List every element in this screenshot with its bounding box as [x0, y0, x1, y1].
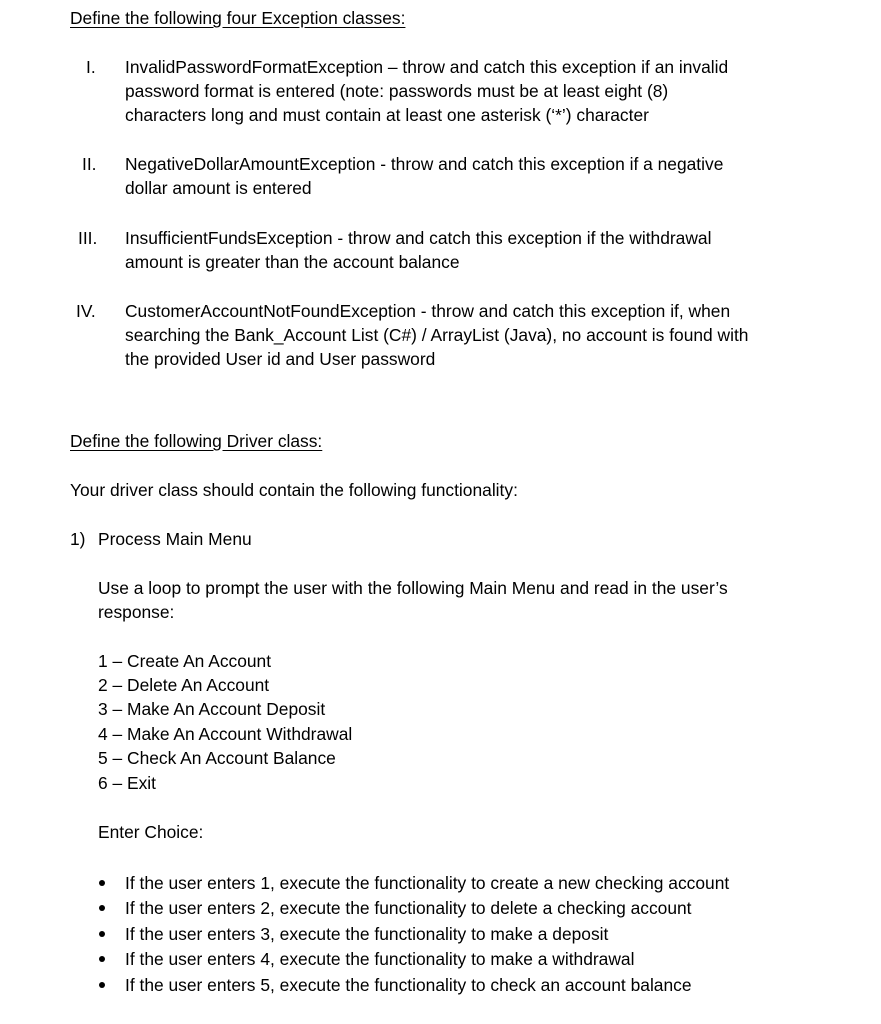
- choice-bullet-2: If the user enters 2, execute the functionality to delete a checking account: [125, 898, 692, 918]
- driver-intro: Your driver class should contain the following functionality:: [70, 480, 518, 500]
- menu-option-5: 5 – Check An Account Balance: [98, 748, 336, 768]
- menu-prompt-line-1: Use a loop to prompt the user with the following Main Menu and read in the user’s: [98, 578, 728, 598]
- step-1-title: Process Main Menu: [98, 529, 252, 549]
- driver-heading: Define the following Driver class:: [70, 431, 323, 451]
- menu-option-4: 4 – Make An Account Withdrawal: [98, 724, 353, 744]
- menu-option-2: 2 – Delete An Account: [98, 675, 270, 695]
- exception-3-line-2: amount is greater than the account balance: [125, 252, 460, 272]
- menu-option-6: 6 – Exit: [98, 773, 156, 793]
- menu-prompt-line-2: response:: [98, 602, 175, 622]
- bullet-icon: [99, 880, 105, 886]
- exception-2-line-1: NegativeDollarAmountException - throw and catch this exception if a negative: [125, 154, 724, 174]
- choice-bullet-4: If the user enters 4, execute the functionality to make a withdrawal: [125, 949, 635, 969]
- exception-3-line-1: InsufficientFundsException - throw and catch this exception if the withdrawal: [125, 228, 712, 248]
- bullet-icon: [99, 905, 105, 911]
- bullet-icon: [99, 982, 105, 988]
- enter-choice-label: Enter Choice:: [98, 822, 204, 842]
- exception-4-line-2: searching the Bank_Account List (C#) / ArrayList (Java), no account is found with: [125, 325, 749, 345]
- exception-1-line-3: characters long and must contain at least one asterisk (‘*’) character: [125, 105, 649, 125]
- exceptions-heading: Define the following four Exception classes:: [70, 8, 406, 28]
- roman-numeral-3: III.: [78, 228, 98, 248]
- exception-2-line-2: dollar amount is entered: [125, 178, 312, 198]
- choice-bullet-5: If the user enters 5, execute the functionality to check an account balance: [125, 975, 692, 995]
- bullet-icon: [99, 956, 105, 962]
- exception-1-line-2: password format is entered (note: passwords must be at least eight (8): [125, 81, 669, 101]
- roman-numeral-1: I.: [86, 57, 96, 77]
- choice-bullet-3: If the user enters 3, execute the functionality to make a deposit: [125, 924, 609, 944]
- step-1-number: 1): [70, 529, 86, 549]
- roman-numeral-4: IV.: [76, 301, 96, 321]
- exception-4-line-1: CustomerAccountNotFoundException - throw and catch this exception if, when: [125, 301, 731, 321]
- exception-1-line-1: InvalidPasswordFormatException – throw and catch this exception if an invalid: [125, 57, 729, 77]
- roman-numeral-2: II.: [82, 154, 97, 174]
- menu-option-1: 1 – Create An Account: [98, 651, 272, 671]
- exception-4-line-3: the provided User id and User password: [125, 349, 436, 369]
- menu-option-3: 3 – Make An Account Deposit: [98, 699, 326, 719]
- bullet-icon: [99, 931, 105, 937]
- choice-bullet-1: If the user enters 1, execute the functionality to create a new checking account: [125, 873, 730, 893]
